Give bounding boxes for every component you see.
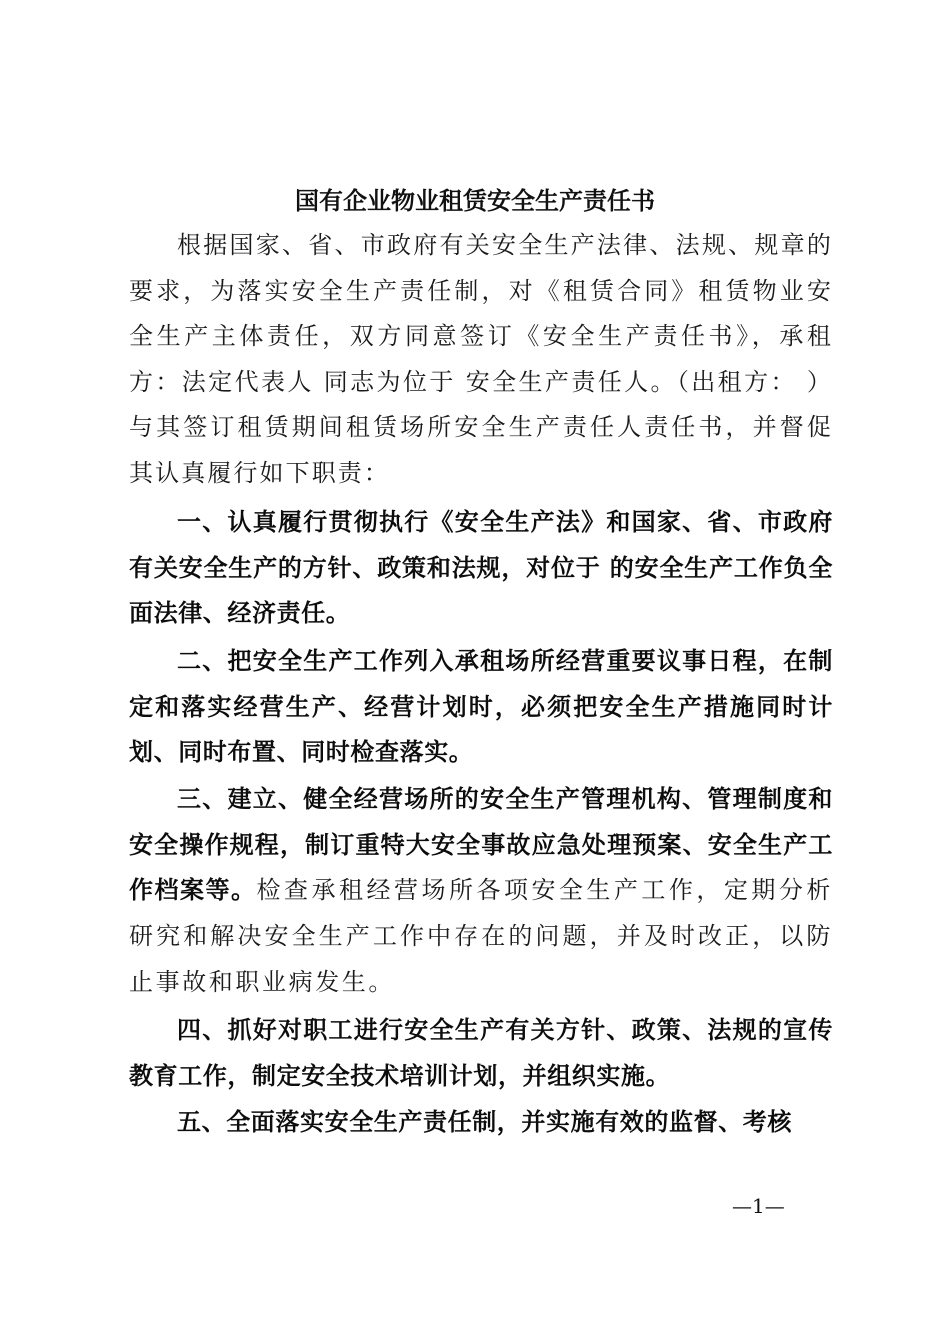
clause-3-bold-text: 三、建立、健全经营场所的安全生产管理机构、管理制度和安全操作规程，制订重特大安全事故应急处理预案、安全生产工作档案等。 bbox=[129, 785, 833, 905]
clause-3-paragraph bbox=[129, 777, 833, 1006]
clause-4-paragraph: 四、抓好对职工进行安全生产有关方针、政策、法规的宣传教育工作，制定安全技术培训计划，并组织实施。 bbox=[129, 1016, 833, 1090]
clause-1-paragraph: 一、认真履行贯彻执行《安全生产法》和国家、省、市政府有关安全生产的方针、政策和法规，对位于 的安全生产工作负全面法律、经济责任。 bbox=[129, 508, 833, 628]
clause-5-paragraph: 五、全面落实安全生产责任制，并实施有效的监督、考核 bbox=[177, 1108, 792, 1136]
intro-paragraph: 根据国家、省、市政府有关安全生产法律、法规、规章的要求，为落实安全生产责任制，对《租赁合同》租赁物业安全生产主体责任，双方同意签订《安全生产责任书》，承租方：法定代表人 同志为位于 安全生产责任人。（出租方： ）与其签订租赁期间租赁场所安全生产责任人责任书，并督促其认真履行如下职责： bbox=[129, 231, 833, 487]
page-number: —1— bbox=[732, 1194, 785, 1218]
clause-2-paragraph: 二、把安全生产工作列入承租场所经营重要议事日程，在制定和落实经营生产、经营计划时，必须把安全生产措施同时计划、同时布置、同时检查落实。 bbox=[129, 647, 833, 767]
document-title: 国有企业物业租赁安全生产责任书 bbox=[295, 186, 655, 215]
clause-3-light-text: 检查承租经营场所各项安全生产工作，定期分析研究和解决安全生产工作中存在的问题，并及时改正，以防止事故和职业病发生。 bbox=[129, 876, 833, 996]
